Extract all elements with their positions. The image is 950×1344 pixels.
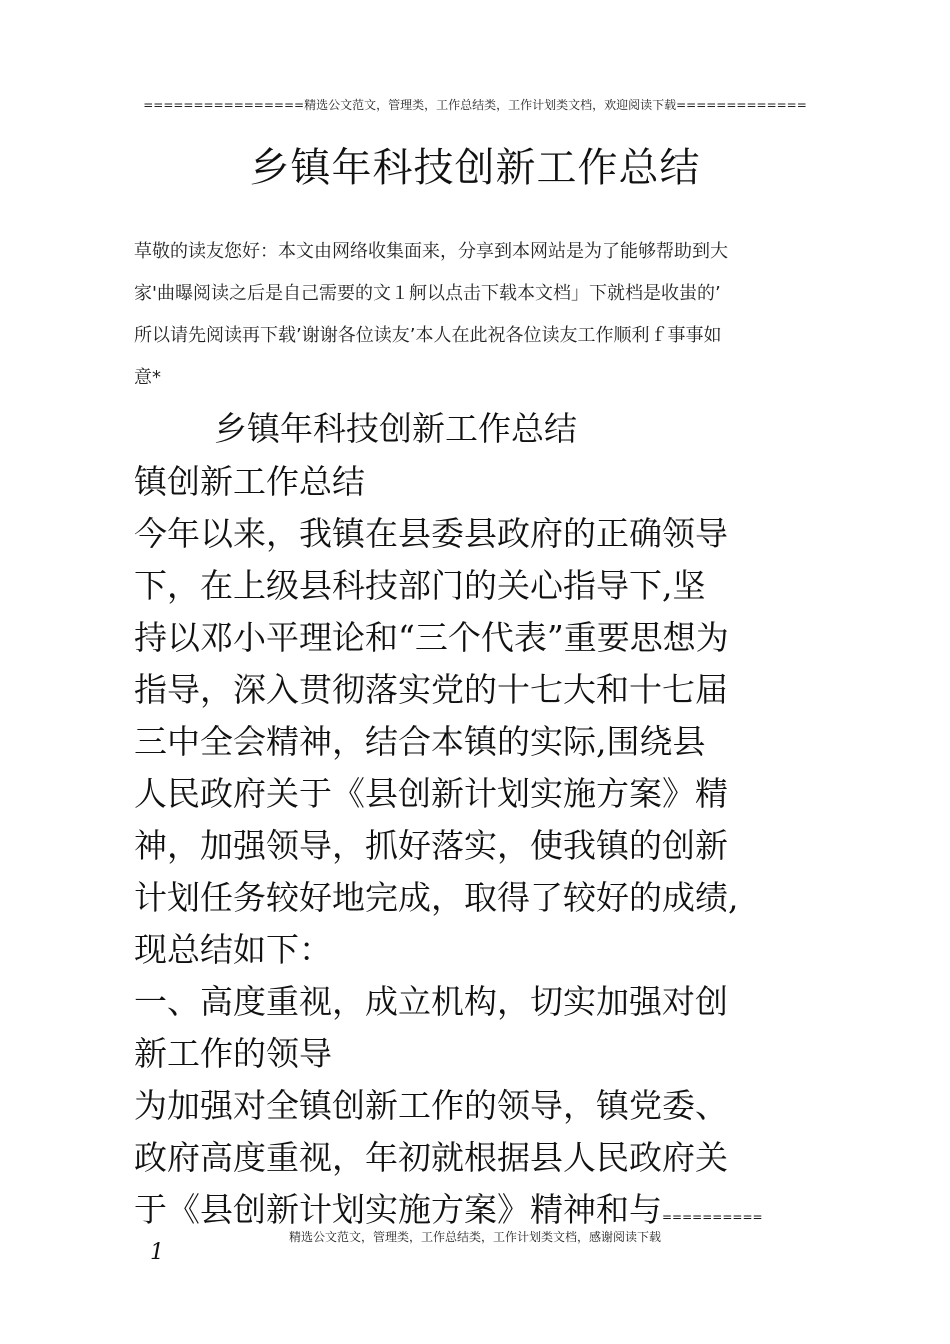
body-line: 下，在上级县科技部门的关心指导下,坚 — [134, 566, 706, 605]
body-line: 指导，深入贯彻落实党的十七大和十七届 — [134, 670, 728, 709]
body-line: 人民政府关于《县创新计划实施方案》精 — [134, 774, 728, 813]
section-title: 乡镇年科技创新工作总结 — [214, 409, 577, 448]
page-number: 1 — [150, 1240, 164, 1265]
body-line: 镇创新工作总结 — [134, 462, 365, 501]
body-line-last-text: 于《县创新计划实施方案》精神和与 — [134, 1190, 662, 1229]
body-text — [134, 404, 834, 1237]
body-line: 计划任务较好地完成，取得了较好的成绩, — [134, 878, 739, 917]
body-line: 神，加强领导，抓好落实，使我镇的创新 — [134, 826, 728, 865]
notice-line: 家'曲曝阅读之后是自己需要的文１舸以点击下载本文档」下就档是收蚩的’ — [134, 283, 721, 304]
body-line: 持以邓小平理论和“三个代表”重要思想为 — [134, 618, 729, 657]
notice-line: 草敬的读友您好：本文由网络收集面来，分享到本网站是为了能够帮助到大 — [134, 241, 728, 262]
body-line: 现总结如下： — [134, 930, 332, 969]
body-line: 一、高度重视，成立机构，切实加强对创 — [134, 982, 728, 1021]
body-line: 今年以来，我镇在县委县政府的正确领导 — [134, 514, 728, 553]
header-banner: ================精选公文范文，管理类，工作总结类，工作计划类文档，欢迎阅读下载============= — [143, 98, 807, 112]
separator-marker: ========== — [662, 1210, 763, 1224]
footer-banner: 精选公文范文，管理类，工作总结类，工作计划类文档，感谢阅读下载 — [288, 1230, 661, 1244]
reader-notice — [134, 236, 824, 404]
body-line: 三中全会精神，结合本镇的实际,围绕县 — [134, 722, 706, 761]
document-title: 乡镇年科技创新工作总结 — [249, 145, 701, 191]
body-line: 为加强对全镇创新工作的领导，镇党委、 — [134, 1086, 728, 1125]
notice-line: 所以请先阅读再下载’谢谢各位读友’本人在此祝各位读友工作顺利ｆ事事如 — [134, 325, 722, 346]
notice-line: 意* — [134, 367, 161, 388]
body-line: 政府高度重视，年初就根据县人民政府关 — [134, 1138, 728, 1177]
body-line: 新工作的领导 — [134, 1034, 332, 1073]
